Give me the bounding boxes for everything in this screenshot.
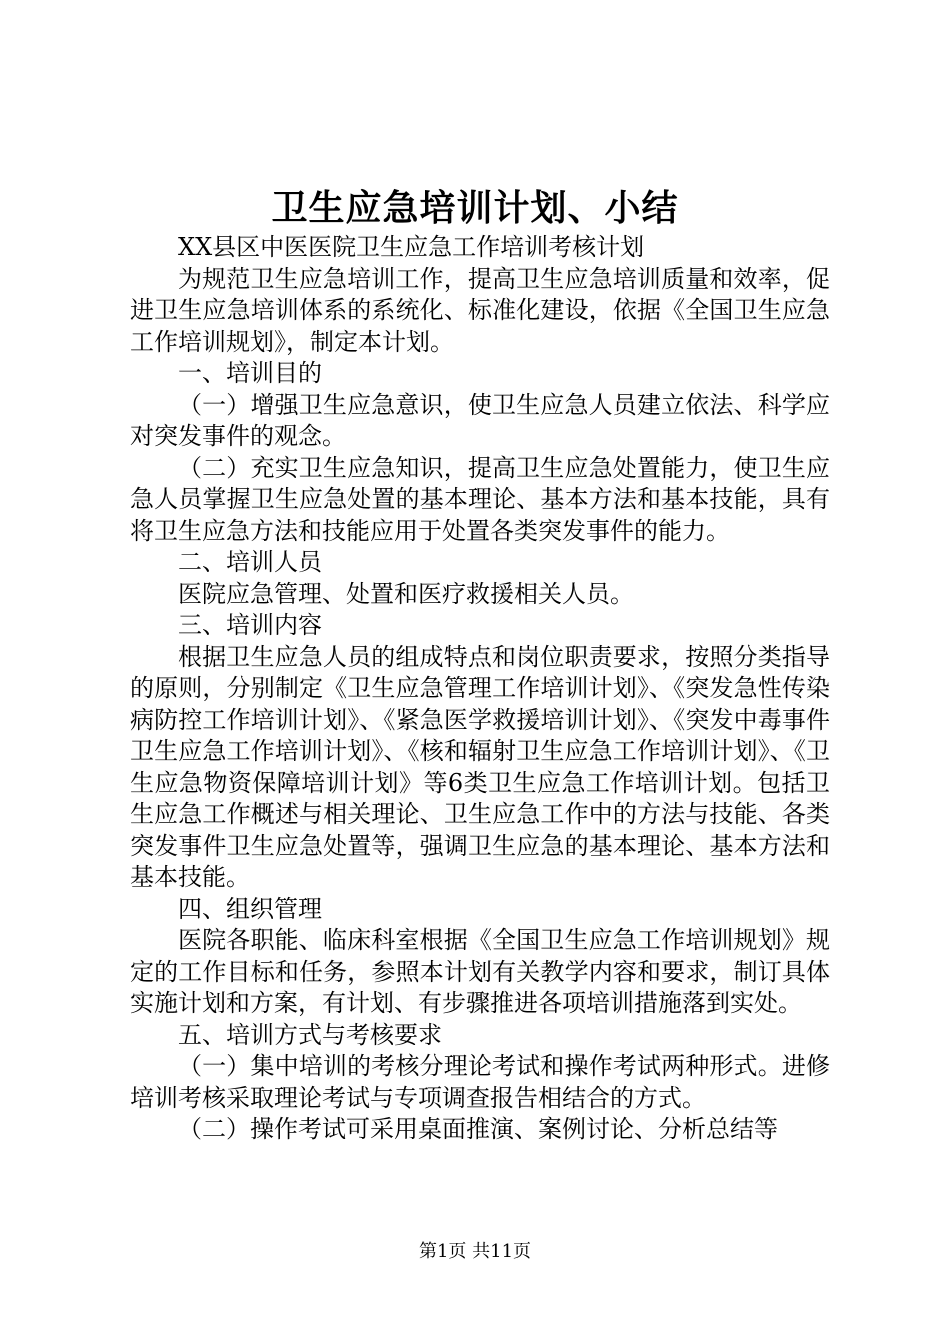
purpose-item-1: （一）增强卫生应急意识，使卫生应急人员建立依法、科学应对突发事件的观念。 <box>130 390 830 450</box>
purpose-item-2: （二）充实卫生应急知识，提高卫生应急处置能力，使卫生应急人员掌握卫生应急处置的基本理论、基本方法和基本技能，具有将卫生应急方法和技能应用于处置各类突发事件的能力。 <box>130 453 830 545</box>
section-heading-personnel: 二、培训人员 <box>178 548 322 576</box>
personnel-paragraph: 医院应急管理、处置和医疗救援相关人员。 <box>178 579 634 608</box>
section-heading-assessment: 五、培训方式与考核要求 <box>178 1020 442 1049</box>
assessment-item-2: （二）操作考试可采用桌面推演、案例讨论、分析总结等 <box>178 1115 778 1143</box>
document-body <box>130 232 830 1146</box>
document-title: 卫生应急培训计划、小结 <box>271 187 679 229</box>
section-heading-purpose: 一、培训目的 <box>178 359 322 387</box>
management-paragraph: 医院各职能、临床科室根据《全国卫生应急工作培训规划》规定的工作目标和任务，参照本计划有关教学内容和要求，制订具体实施计划和方案，有计划、有步骤推进各项培训措施落到实处。 <box>130 926 830 1017</box>
assessment-item-1: （一）集中培训的考核分理论考试和操作考试两种形式。进修培训考核采取理论考试与专项调查报告相结合的方式。 <box>130 1052 830 1112</box>
intro-paragraph: 为规范卫生应急培训工作，提高卫生应急培训质量和效率，促进卫生应急培训体系的系统化、标准化建设，依据《全国卫生应急工作培训规划》，制定本计划。 <box>130 264 830 356</box>
section-heading-content: 三、培训内容 <box>178 611 322 639</box>
section-heading-management: 四、组织管理 <box>178 894 322 923</box>
content-paragraph: 根据卫生应急人员的组成特点和岗位职责要求，按照分类指导的原则，分别制定《卫生应急管理工作培训计划》、《突发急性传染病防控工作培训计划》、《紧急医学救援培训计划》、《突发中毒事件卫生应急工作培训计划》、《核和辐射卫生应急工作培训计划》、《卫生应急物资保障培训计划》等6类卫生应急工作培训计划。包括卫生应急工作概述与相关理论、卫生应急工作中的方法与技能、各类突发事件卫生应急处置等，强调卫生应急的基本理论、基本方法和基本技能。 <box>130 642 830 891</box>
document-subtitle: XX县区中医医院卫生应急工作培训考核计划 <box>178 233 645 261</box>
page-footer: 第1页 共11页 <box>418 1241 532 1262</box>
